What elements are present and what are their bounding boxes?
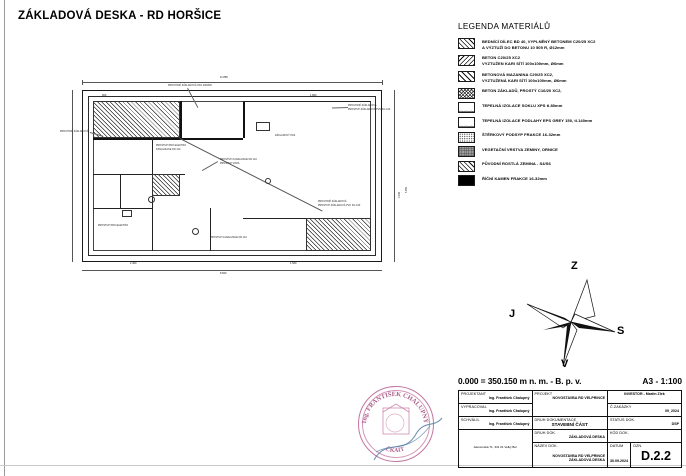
- annotation: PROCHOZÍ ZÁKLADOVÁ: [60, 130, 89, 133]
- legend-item-text: [482, 55, 564, 68]
- legend-item: [458, 55, 680, 68]
- legend-item-text: [482, 71, 567, 84]
- annotation: PROSTUP ZÁKLADOVÁ PVC KG 100: [348, 108, 391, 111]
- nazev-dok-cell: [533, 443, 608, 467]
- legend-item-text: [482, 38, 595, 51]
- internal-wall: [180, 101, 182, 138]
- internal-wall: [93, 208, 152, 209]
- zakazka-value: 09_2024: [665, 409, 679, 413]
- compass-rose: [505, 262, 635, 374]
- legend-item-text: [482, 132, 560, 139]
- legend-item-text: [482, 117, 592, 124]
- footing-hatch: [93, 101, 180, 138]
- druh-dokumentace-value: STAVEBNÍ ČÁST: [551, 422, 588, 427]
- compass-label-east: S: [617, 325, 625, 337]
- annotation: PROSTUP ZÁKLADOVÁ PVC KG 100: [318, 204, 361, 207]
- schvalil-label: SCHVÁLIL: [461, 418, 480, 422]
- legend-line-2: A VÝZTUŽÍ DO BETONU 10 505 R, Ø12mm: [482, 44, 565, 50]
- legend-item-text: [482, 175, 547, 182]
- dimension-label: 900: [102, 94, 107, 97]
- internal-wall: [210, 208, 211, 251]
- legend-item: [458, 175, 680, 186]
- legend-item-text: [482, 146, 558, 153]
- title-block-column-right: [608, 391, 681, 467]
- compass-star-icon: [519, 270, 623, 374]
- legend-line-1: ŘÍČNÍ KAMEN FRAKCE 16-32mm: [482, 175, 547, 181]
- svg-text:Ing. FRANTIŠEK CHALUPNÝ: Ing. FRANTIŠEK CHALUPNÝ: [361, 390, 430, 424]
- elevation-reference: 0.000 = 350.150 m n. m. - B. p. v.: [458, 376, 582, 386]
- dimension-label: 2 400: [130, 262, 137, 265]
- legend-item: [458, 161, 680, 172]
- nazev-dok-value-1: NOVOSTAVBA RD VELPRINCE: [552, 454, 605, 458]
- projekt-value: NOVOSTAVBA RD VELPRINCE: [552, 396, 605, 400]
- stamp-graphics: [346, 382, 456, 468]
- legend-line-1: PŮVODNÍ ROSTLÁ ZEMINA - S4/S6: [482, 161, 551, 167]
- projekt-label: PROJEKT: [534, 392, 553, 396]
- legend-item: [458, 38, 680, 51]
- internal-wall: [243, 101, 245, 138]
- annotation: PROCHOZÍ ZÁKLADOVÁ: [318, 200, 347, 203]
- nazev-dok-value-2: ZÁKLADOVÁ DESKA: [568, 458, 605, 462]
- druh-dokumentace-cell: [533, 417, 608, 430]
- legend-item: [458, 117, 680, 128]
- dimension-line-left: [72, 90, 73, 262]
- druh-dokumentace-label: DRUH DOKUMENTACE: [534, 418, 577, 422]
- projektant-cell: [459, 391, 532, 404]
- dimension-label: 8 600: [220, 272, 227, 275]
- internal-wall: [120, 174, 121, 208]
- footing-hatch: [306, 218, 371, 251]
- footing-hatch: [152, 174, 180, 196]
- elevation-scale-row: [458, 376, 682, 386]
- projektant-value: Ing. František Chalupný: [488, 396, 530, 400]
- compass-label-west: J: [509, 308, 516, 320]
- hatch-swatch-icon: [458, 71, 475, 82]
- legend-line-1: ŠTĚRKOVÝ PODSYP FRAKCE 16-32mm: [482, 132, 561, 138]
- legend-line-1: TEPELNÁ IZOLACE SOKLU XPS tl.80mm: [482, 102, 563, 108]
- vypracoval-value: Ing. František Chalupný: [488, 409, 530, 413]
- gravel-swatch-icon: [458, 132, 475, 143]
- compass-label-south: V: [561, 358, 569, 370]
- legend-item: [458, 102, 680, 113]
- dim-tick: [382, 80, 383, 85]
- legend-line-1: BETON C20/25 XC2: [482, 55, 521, 61]
- ozn-cell: [631, 443, 681, 467]
- title-block: [458, 390, 682, 468]
- legend-line-2: VYZTUŽENÁ KARI SÍTÍ 100x100mm, Ø6mm: [482, 78, 567, 84]
- annotation: PROSTUP PRO ELEKTRO: [156, 144, 187, 147]
- hatch-swatch-icon: [458, 161, 475, 172]
- zakazka-cell: [608, 404, 681, 417]
- pipe-penetration-symbol: [265, 178, 271, 184]
- legend-item: [458, 132, 680, 143]
- ozn-value: D.2.2: [641, 449, 671, 463]
- designer-address: Jelenovská 71, 341 01 Velký Bor: [473, 445, 518, 449]
- dimension-label: 1 500: [290, 262, 297, 265]
- druh-dok-label: DRUH DOK.: [534, 431, 557, 435]
- dimension-line-right: [394, 90, 395, 262]
- compass-label-north: Z: [571, 260, 578, 272]
- dimension-line-bottom: [82, 270, 382, 271]
- annotation: ZÁKLADOVÝ PAS: [275, 134, 296, 137]
- druh-dok-value: ZÁKLADOVÁ DESKA: [568, 435, 605, 439]
- projektant-label: PROJEKTANT: [461, 392, 487, 396]
- zakazka-label: Č.ZAKÁZKY: [610, 405, 632, 409]
- datum-cell: [608, 443, 631, 467]
- legend-item-text: [482, 102, 562, 109]
- projekt-cell: [533, 391, 608, 417]
- legend-item: [458, 88, 680, 99]
- dimension-label-vertical: 5 950: [405, 187, 408, 193]
- svg-text:ČKAIT: ČKAIT: [384, 446, 406, 455]
- materials-legend: [458, 22, 680, 190]
- legend-line-1: TEPELNÁ IZOLACE PODLAHY EPS GREY 150, tl.140mm: [482, 117, 593, 123]
- kod-label: KÓD DOK.: [610, 431, 629, 435]
- dimension-line-top: [82, 82, 382, 83]
- status-label: STATUS DOK.: [610, 418, 636, 422]
- schvalil-cell: [459, 417, 532, 430]
- authorization-stamp: [346, 382, 456, 468]
- annotation: PROSTUP KANALIZACE DN 110: [220, 158, 257, 161]
- legend-line-2: VYZTUŽEN KARI SÍTÍ 100x100mm, Ø6mm: [482, 61, 564, 67]
- opening-symbol: [122, 210, 132, 217]
- investor-label: INVESTOR - Martin Zlek: [624, 392, 665, 396]
- hatch-swatch-icon: [458, 38, 475, 49]
- legend-item: [458, 71, 680, 84]
- dimension-label: 11 850: [220, 76, 228, 79]
- title-block-column-middle: [533, 391, 609, 467]
- insulation-swatch-icon: [458, 102, 475, 113]
- annotation: PROCHOZÍ ZÁKLADOVÁ: [348, 104, 377, 107]
- hatch-swatch-icon: [458, 88, 475, 99]
- annotation: PROSTUP KANALIZACE DN 110: [210, 236, 247, 239]
- address-cell: [459, 430, 532, 467]
- hatch-swatch-icon: [458, 55, 475, 66]
- druh-dok-cell: [533, 430, 608, 443]
- annotation: PROCHOZÍ ZÁKLADOVÁ PAS 400/800: [168, 84, 212, 87]
- page-title: ZÁKLADOVÁ DESKA - RD HORŠICE: [18, 10, 222, 22]
- dimension-label-vertical: 3 200: [398, 192, 401, 198]
- pipe-penetration-symbol: [148, 196, 155, 203]
- floor-plan-drawing: [60, 78, 425, 288]
- schvalil-value: Ing. František Chalupný: [488, 422, 530, 426]
- format-scale: A3 - 1:100: [642, 376, 682, 386]
- investor-cell: [608, 391, 681, 404]
- datum-label: DATUM: [610, 444, 624, 448]
- internal-wall: [243, 101, 371, 102]
- pipe-penetration-symbol: [192, 228, 199, 235]
- dim-tick: [82, 80, 83, 85]
- legend-line-1: BEDNÍCÍ DÍLEC BD 40, VYPLNĚNÝ BETONEM C20/25 XC2: [482, 38, 596, 44]
- vypracoval-cell: [459, 404, 532, 417]
- annotation: PROSTUP PRO ELEKTRO: [98, 224, 129, 227]
- legend-line-1: BETON ZÁKLADŮ, PROSTÝ C16/20 XC2,: [482, 88, 562, 94]
- annotation: KANALIZACE DN 110: [156, 148, 181, 151]
- status-cell: [608, 417, 681, 430]
- legend-title: LEGENDA MATERIÁLŮ: [458, 22, 551, 31]
- legend-line-1: VEGETAČNÍ VRSTVA ZEMINY, ORNICE: [482, 146, 558, 152]
- datum-value: 30.09.2024: [610, 459, 628, 463]
- stone-swatch-icon: [458, 175, 475, 186]
- ozn-label: OZN.: [633, 444, 643, 448]
- insulation-swatch-icon: [458, 117, 475, 128]
- legend-item: [458, 146, 680, 157]
- datum-ozn-cell: [608, 443, 681, 467]
- kod-cell: [608, 430, 681, 443]
- title-block-column-left: [459, 391, 533, 467]
- legend-item-text: [482, 88, 562, 95]
- dimension-label: 1 800: [310, 94, 317, 97]
- soil-swatch-icon: [458, 146, 475, 157]
- nazev-dok-label: NÁZEV DOK.: [534, 444, 558, 448]
- sheet-frame-left: [4, 0, 5, 476]
- opening-symbol: [256, 122, 270, 131]
- status-value: DSP: [671, 422, 679, 426]
- legend-line-1: BETONOVÁ MAZANINA C20/25 XC2,: [482, 71, 554, 77]
- internal-wall: [93, 138, 243, 140]
- annotation: PROSTUP VODA: [220, 162, 240, 165]
- vypracoval-label: VYPRACOVAL: [461, 405, 487, 409]
- legend-item-text: [482, 161, 551, 168]
